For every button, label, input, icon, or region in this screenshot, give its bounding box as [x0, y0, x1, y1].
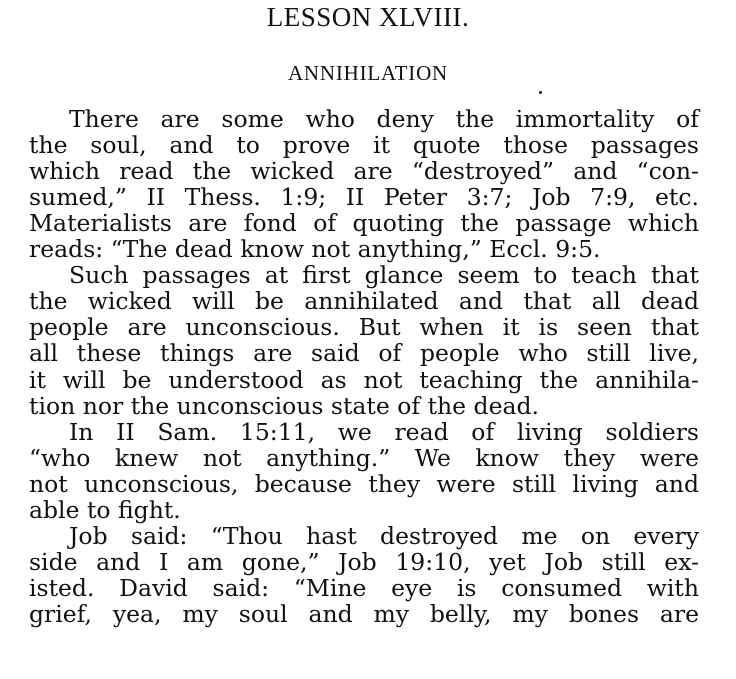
text-line: people are unconscious. But when it is seen that [29, 313, 699, 342]
text-line: Materialists are fond of quoting the passage which [29, 209, 699, 238]
text-line: “who knew not anything.” We know they were [29, 443, 699, 472]
lesson-title: LESSON XLVIII. [266, 2, 470, 32]
text-line: not unconscious, because they were still living and [29, 469, 699, 498]
text-line: the soul, and to prove it quote those passages [29, 131, 699, 160]
text-line: grief, yea, my soul and my belly, my bones are [29, 599, 699, 628]
text-line: side and I am gone,” Job 19:10, yet Job still ex- [29, 547, 699, 576]
text-line: tion nor the unconscious state of the dead. [29, 391, 540, 420]
text-line: the wicked will be annihilated and that all dead [29, 287, 699, 316]
text-line: all these things are said of people who still live, [29, 339, 699, 368]
text-line: Such passages at first glance seem to teach that [69, 261, 699, 290]
text-line: which read the wicked are “destroyed” and “con- [29, 157, 699, 186]
text-line: There are some who deny the immortality of [69, 105, 699, 133]
text-line: it will be understood as not teaching the annihila- [29, 365, 699, 394]
text-line: sumed,” II Thess. 1:9; II Peter 3:7; Job 7:9, etc. [29, 183, 699, 212]
section-title: ANNIHILATION [287, 61, 449, 85]
text-line: reads: “The dead know not anything,” Eccl. 9:5. [29, 235, 601, 264]
text-line: able to fight. [29, 495, 181, 524]
text-line: Job said: “Thou hast destroyed me on every [69, 521, 699, 550]
text-line: isted. David said: “Mine eye is consumed with [29, 573, 699, 602]
print-speck [539, 91, 542, 94]
text-line: In II Sam. 15:11, we read of living soldiers [69, 417, 699, 446]
